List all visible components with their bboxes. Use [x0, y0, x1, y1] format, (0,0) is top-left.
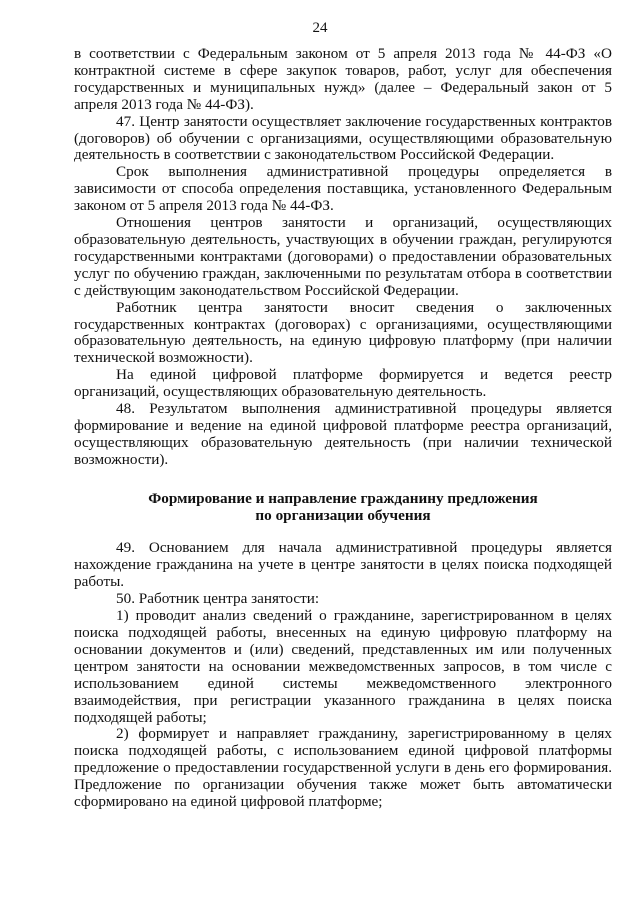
paragraph-procedure-term: Срок выполнения административной процедуры определяется в зависимости от способа определения поставщика, установленного Федеральным законом от 5 апреля 2013 года № 44-ФЗ.: [74, 163, 612, 215]
paragraph-continuation: в соответствии с Федеральным законом от 5 апреля 2013 года № 44-ФЗ «О контрактной системе в сфере закупок товаров, работ, услуг для обеспечения государственных и муниципальных нужд» (далее – Федеральный закон от 5 апреля 2013 года № 44-ФЗ).: [74, 45, 612, 113]
paragraph-contract-info: Работник центра занятости вносит сведения о заключенных государственных контрактах (договорах) с организациями, осуществляющими образовательную деятельность, на единую цифровую платформу (при наличии технической возможности).: [74, 298, 612, 367]
section-heading: [74, 491, 612, 525]
document-body: [74, 46, 612, 811]
paragraph-47: 47. Центр занятости осуществляет заключение государственных контрактов (договоров) об обучении с организациями, осуществляющими образовательную деятельность в соответствии с законодательством Российской Федерации.: [74, 112, 612, 164]
paragraph-50-item-1: 1) проводит анализ сведений о гражданине, зарегистрированном в целях поиска подходящей работы, внесенных на единую цифровую платформу на основании документов и (или) сведений, представленных им или полученных центром занятости на основании межведомственных запросов, в том числе с использованием единой системы межведомственного электронного взаимодействия, при регистрации указанного гражданина в целях поиска подходящей работы;: [74, 607, 612, 726]
section-heading-line-2: по организации обучения: [255, 506, 431, 524]
paragraph-48: 48. Результатом выполнения административной процедуры является формирование и ведение на единой цифровой платформе реестра организаций, осуществляющих образовательную деятельность (при наличии технической возможности).: [74, 400, 612, 468]
paragraph-relations: Отношения центров занятости и организаций, осуществляющих образовательную деятельность, участвующих в обучении граждан, регулируются государственными контрактами (договорами) о предоставлении образовательных услуг по обучению граждан, заключенными по результатам отбора в соответствии с действующим законодательством Российской Федерации.: [74, 214, 612, 299]
page-number: 24: [312, 20, 328, 36]
paragraph-50: 50. Работник центра занятости:: [116, 590, 320, 608]
paragraph-49: 49. Основанием для начала административной процедуры является нахождение гражданина на учете в центре занятости в целях поиска подходящей работы.: [74, 539, 612, 591]
paragraph-registry: На единой цифровой платформе формируется и ведется реестр организаций, осуществляющих образовательную деятельность.: [74, 366, 612, 401]
section-heading-line-1: Формирование и направление гражданину предложения: [148, 489, 538, 507]
paragraph-50-item-2: 2) формирует и направляет гражданину, зарегистрированному в целях поиска подходящей работы, с использованием единой цифровой платформы предложение о предоставлении государственной услуги в день его формирования. Предложение по организации обучения также может быть автоматически сформировано на единой цифровой платформе;: [74, 725, 612, 811]
